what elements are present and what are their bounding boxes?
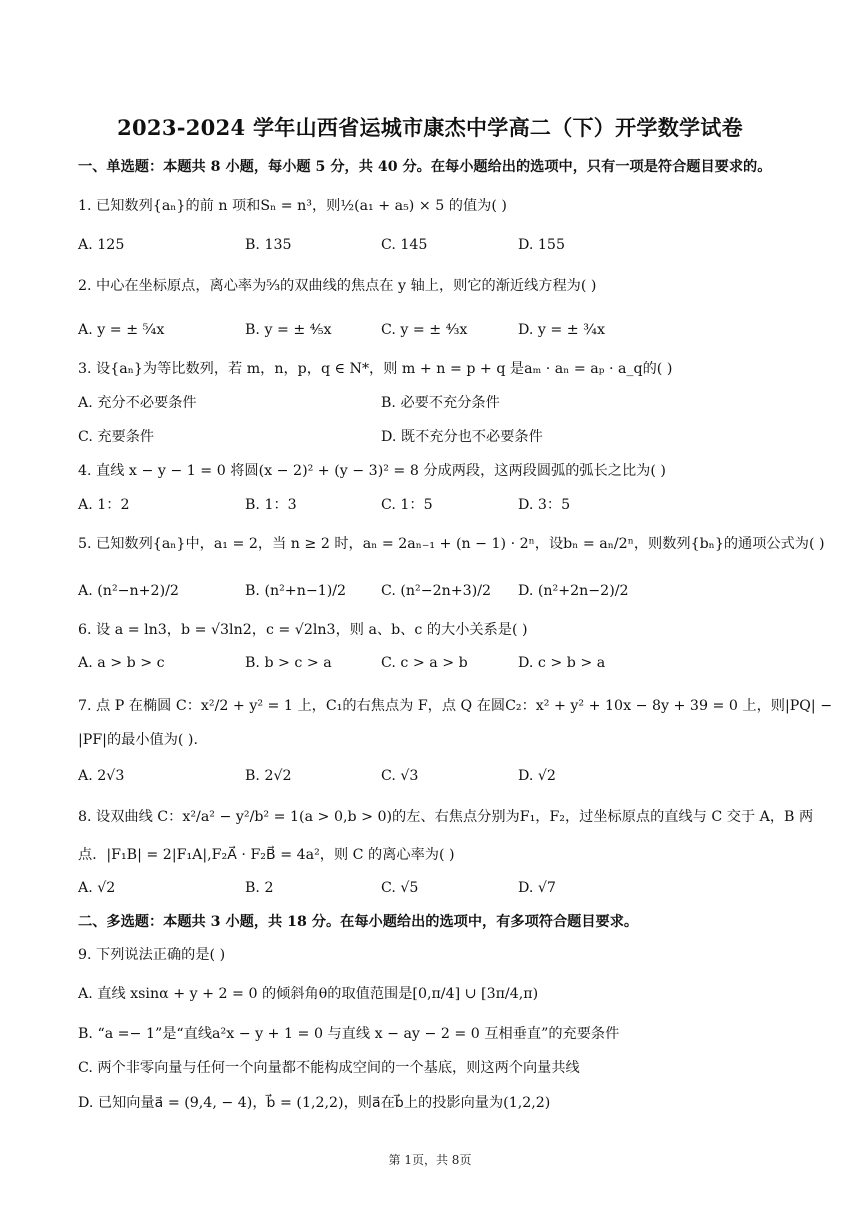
question-1-option-b: B. 135 xyxy=(245,237,292,253)
question-7-option-c: C. √3 xyxy=(381,768,419,784)
question-1-option-a: A. 125 xyxy=(78,237,125,253)
question-4-stem: 4. 直线 x − y − 1 = 0 将圆(x − 2)² + (y − 3)² = 8 分成两段，这两段圆弧的弧长之比为( ) xyxy=(78,463,666,479)
question-8-option-b: B. 2 xyxy=(245,880,274,896)
question-8-stem-line-1: 8. 设双曲线 C：x²/a² − y²/b² = 1(a > 0,b > 0)的左、右焦点分别为F₁，F₂，过坐标原点的直线与 C 交于 A，B 两 xyxy=(78,809,814,825)
question-5-option-d: D. (n²+2n−2)/2 xyxy=(518,583,629,599)
question-3-option-b: B. 必要不充分条件 xyxy=(381,395,500,411)
question-7-option-b: B. 2√2 xyxy=(245,768,292,784)
page-footer: 第 1页，共 8页 xyxy=(388,1153,472,1167)
question-2-option-c: C. y = ± ⁴⁄₃x xyxy=(381,322,468,338)
question-8-stem-line-2: 点．|F₁B| = 2|F₁A|,F₂A⃗ · F₂B⃗ = 4a²，则 C 的离心率为( ) xyxy=(78,847,455,863)
question-7-option-a: A. 2√3 xyxy=(78,768,125,784)
question-9-option-c: C. 两个非零向量与任何一个向量都不能构成空间的一个基底，则这两个向量共线 xyxy=(78,1060,580,1076)
question-5-stem: 5. 已知数列{aₙ}中，a₁ = 2，当 n ≥ 2 时，aₙ = 2aₙ₋₁ + (n − 1) · 2ⁿ，设bₙ = aₙ/2ⁿ，则数列{bₙ}的通项公式为( ) xyxy=(78,536,825,552)
question-7-stem-line-2: |PF|的最小值为( ). xyxy=(78,732,198,748)
question-6-option-a: A. a > b > c xyxy=(78,655,165,671)
question-9-option-a: A. 直线 xsinα + y + 2 = 0 的倾斜角θ的取值范围是[0,π/4] ∪ [3π/4,π) xyxy=(78,986,539,1002)
section-1-heading: 一、单选题：本题共 8 小题，每小题 5 分，共 40 分。在每小题给出的选项中，只有一项是符合题目要求的。 xyxy=(78,159,772,175)
question-7-stem-line-1: 7. 点 P 在椭圆 C：x²/2 + y² = 1 上，C₁的右焦点为 F，点 Q 在圆C₂：x² + y² + 10x − 8y + 39 = 0 上，则|PQ| − xyxy=(78,698,833,714)
question-3-option-d: D. 既不充分也不必要条件 xyxy=(381,429,543,445)
question-8-option-c: C. √5 xyxy=(381,880,419,896)
question-5-option-a: A. (n²−n+2)/2 xyxy=(78,583,179,599)
section-2-heading: 二、多选题：本题共 3 小题，共 18 分。在每小题给出的选项中，有多项符合题目要求。 xyxy=(78,914,639,930)
question-9-option-d: D. 已知向量a⃗ = (9,4, − 4)，b⃗ = (1,2,2)，则a⃗在b⃗上的投影向量为(1,2,2) xyxy=(78,1095,551,1111)
question-2-stem: 2. 中心在坐标原点，离心率为⁵⁄₃的双曲线的焦点在 y 轴上，则它的渐近线方程为( ) xyxy=(78,278,597,294)
question-6-option-b: B. b > c > a xyxy=(245,655,332,671)
question-9-option-b: B. “a =− 1”是“直线a²x − y + 1 = 0 与直线 x − ay − 2 = 0 互相垂直”的充要条件 xyxy=(78,1026,620,1042)
question-1-option-d: D. 155 xyxy=(518,237,565,253)
question-6-option-c: C. c > a > b xyxy=(381,655,468,671)
question-4-option-b: B. 1：3 xyxy=(245,497,297,513)
question-4-option-a: A. 1：2 xyxy=(78,497,130,513)
question-4-option-d: D. 3：5 xyxy=(518,497,571,513)
question-4-option-c: C. 1：5 xyxy=(381,497,433,513)
question-9-stem: 9. 下列说法正确的是( ) xyxy=(78,947,226,963)
question-8-option-d: D. √7 xyxy=(518,880,556,896)
question-3-option-a: A. 充分不必要条件 xyxy=(78,395,197,411)
question-5-option-b: B. (n²+n−1)/2 xyxy=(245,583,347,599)
question-1-stem: 1. 已知数列{aₙ}的前 n 项和Sₙ = n³，则½(a₁ + a₅) × 5 的值为( ) xyxy=(78,198,507,214)
question-2-option-d: D. y = ± ¾x xyxy=(518,322,605,338)
question-6-option-d: D. c > b > a xyxy=(518,655,606,671)
question-5-option-c: C. (n²−2n+3)/2 xyxy=(381,583,492,599)
page-title: 2023-2024 学年山西省运城市康杰中学高二（下）开学数学试卷 xyxy=(117,115,743,140)
question-8-option-a: A. √2 xyxy=(78,880,116,896)
question-2-option-b: B. y = ± ⁴⁄₅x xyxy=(245,322,332,338)
question-3-option-c: C. 充要条件 xyxy=(78,429,155,445)
question-1-option-c: C. 145 xyxy=(381,237,428,253)
question-6-stem: 6. 设 a = ln3，b = √3ln2，c = √2ln3，则 a、b、c 的大小关系是( ) xyxy=(78,622,528,638)
question-3-stem: 3. 设{aₙ}为等比数列，若 m，n，p，q ∈ N*，则 m + n = p + q 是aₘ · aₙ = aₚ · a_q的( ) xyxy=(78,361,673,377)
question-2-option-a: A. y = ± ⁵⁄₄x xyxy=(78,322,165,338)
question-7-option-d: D. √2 xyxy=(518,768,556,784)
